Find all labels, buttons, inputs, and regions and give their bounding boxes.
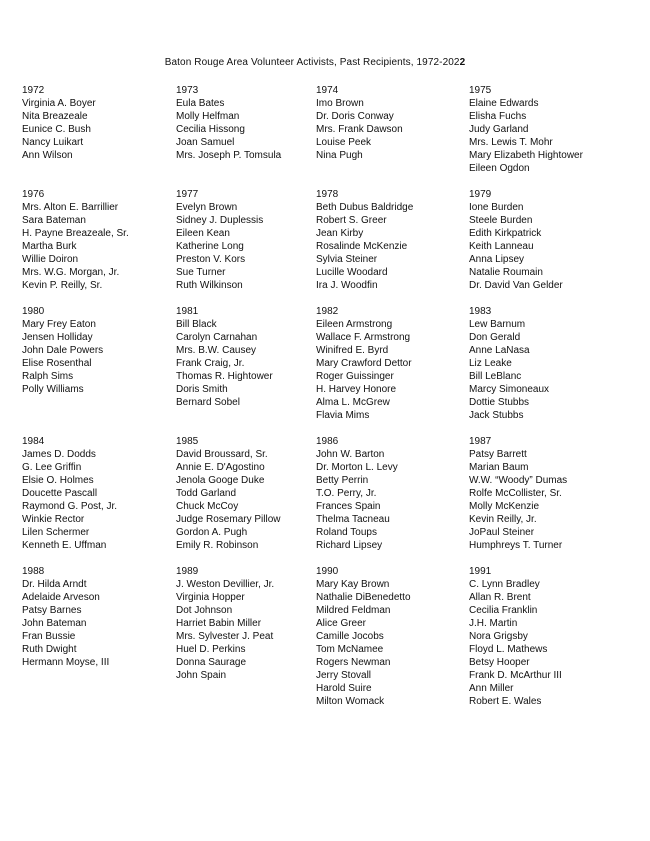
year-block-1986 (316, 435, 398, 552)
recipient-name: Edith Kirkpatrick (469, 228, 542, 239)
year-heading: 1986 (316, 436, 339, 447)
recipient-name: Dottie Stubbs (469, 397, 530, 408)
recipient-name: Jean Kirby (316, 228, 364, 239)
recipient-name: Eileen Kean (176, 228, 230, 239)
year-block-1978 (316, 188, 413, 292)
recipient-name: Mrs. W.G. Morgan, Jr. (22, 267, 120, 278)
recipient-name: Marcy Simoneaux (469, 384, 550, 395)
recipient-name: Ralph Sims (22, 371, 74, 382)
recipient-name: Winkie Rector (22, 514, 85, 525)
recipient-name: Roland Toups (316, 527, 377, 538)
recipient-name: Ione Burden (469, 202, 524, 213)
recipient-name: Camille Jocobs (316, 631, 384, 642)
recipient-name: G. Lee Griffin (22, 462, 82, 473)
recipient-name: Doris Smith (176, 384, 228, 395)
recipient-name: Nathalie DiBenedetto (316, 592, 411, 603)
year-heading: 1985 (176, 436, 199, 447)
year-block-1979 (469, 188, 563, 292)
year-heading: 1987 (469, 436, 492, 447)
recipient-name: Evelyn Brown (176, 202, 238, 213)
recipient-name: Harold Suire (316, 683, 372, 694)
recipient-name: Mrs. Joseph P. Tomsula (176, 150, 282, 161)
recipient-name: Ruth Wilkinson (176, 280, 243, 291)
recipient-name: Lilen Schermer (22, 527, 90, 538)
recipient-name: Joan Samuel (176, 137, 235, 148)
year-block-1977 (176, 188, 263, 292)
recipient-name: Wallace F. Armstrong (316, 332, 411, 343)
recipient-name: Mrs. B.W. Causey (176, 345, 257, 356)
recipient-name: Eileen Ogdon (469, 163, 530, 174)
year-block-1972 (22, 84, 96, 162)
year-heading: 1978 (316, 189, 339, 200)
recipient-name: David Broussard, Sr. (176, 449, 268, 460)
recipient-name: John Spain (176, 670, 227, 681)
year-block-1991 (469, 565, 562, 708)
recipient-name: Sylvia Steiner (316, 254, 378, 265)
recipient-name: Virginia Hopper (176, 592, 245, 603)
recipient-name: Jerry Stovall (316, 670, 372, 681)
recipient-name: Bill Black (176, 319, 217, 330)
recipient-name: Bill LeBlanc (469, 371, 522, 382)
recipient-name: Frank Craig, Jr. (176, 358, 245, 369)
recipient-name: Thelma Tacneau (316, 514, 390, 525)
recipient-name: Richard Lipsey (316, 540, 383, 551)
year-heading: 1979 (469, 189, 492, 200)
recipient-name: Carolyn Carnahan (176, 332, 258, 343)
year-block-1988 (22, 565, 109, 669)
year-block-1980 (22, 305, 103, 396)
recipient-name: Chuck McCoy (176, 501, 239, 512)
recipient-name: Ira J. Woodfin (316, 280, 378, 291)
recipient-name: Sara Bateman (22, 215, 86, 226)
recipient-name: Robert E. Wales (469, 696, 542, 707)
recipient-name: Mary Crawford Dettor (316, 358, 412, 369)
recipient-name: Beth Dubus Baldridge (316, 202, 414, 213)
year-block-1974 (316, 84, 403, 162)
recipient-name: Nina Pugh (316, 150, 363, 161)
recipient-name: Bernard Sobel (176, 397, 240, 408)
recipient-name: Frances Spain (316, 501, 381, 512)
recipient-name: J.H. Martin (469, 618, 518, 629)
recipient-name: Alma L. McGrew (316, 397, 390, 408)
recipient-name: Patsy Barrett (469, 449, 527, 460)
recipient-name: Lucille Woodard (316, 267, 388, 278)
recipient-name: Keith Lanneau (469, 241, 534, 252)
recipient-name: Imo Brown (316, 98, 364, 109)
recipient-name: JoPaul Steiner (469, 527, 535, 538)
recipient-name: Dot Johnson (176, 605, 233, 616)
page-title (0, 57, 630, 68)
recipient-name: Betsy Hooper (469, 657, 530, 668)
recipient-name: Cecilia Franklin (469, 605, 538, 616)
recipient-name: Dr. Hilda Arndt (22, 579, 87, 590)
recipient-name: Todd Garland (176, 488, 237, 499)
recipient-name: Molly McKenzie (469, 501, 540, 512)
recipient-name: Eileen Armstrong (316, 319, 393, 330)
recipient-name: Preston V. Kors (176, 254, 246, 265)
year-heading: 1976 (22, 189, 45, 200)
year-block-1987 (469, 435, 567, 552)
recipient-name: H. Harvey Honore (316, 384, 397, 395)
year-block-1985 (176, 435, 281, 552)
recipient-name: Sue Turner (176, 267, 226, 278)
recipient-name: Flavia Mims (316, 410, 370, 421)
year-block-1976 (22, 188, 129, 292)
page-title-bold-digit: 2 (459, 57, 466, 68)
recipient-name: Doucette Pascall (22, 488, 98, 499)
year-heading: 1980 (22, 306, 45, 317)
recipient-name: Mrs. Frank Dawson (316, 124, 403, 135)
recipient-name: Judy Garland (469, 124, 529, 135)
recipient-name: Katherine Long (176, 241, 244, 252)
recipient-name: W.W. “Woody” Dumas (469, 475, 568, 486)
year-block-1982 (316, 305, 412, 422)
year-block-1990 (316, 565, 411, 708)
recipient-name: Floyd L. Mathews (469, 644, 548, 655)
recipient-name: Adelaide Arveson (22, 592, 100, 603)
year-heading: 1975 (469, 85, 492, 96)
year-heading: 1991 (469, 566, 492, 577)
year-heading: 1981 (176, 306, 199, 317)
recipient-name: Anne LaNasa (469, 345, 530, 356)
recipient-name: Dr. David Van Gelder (469, 280, 563, 291)
recipient-name: Roger Guissinger (316, 371, 394, 382)
recipient-name: Don Gerald (469, 332, 521, 343)
recipient-name: Alice Greer (316, 618, 367, 629)
recipient-name: Robert S. Greer (316, 215, 387, 226)
recipient-name: Ann Miller (469, 683, 514, 694)
year-heading: 1977 (176, 189, 199, 200)
recipient-name: T.O. Perry, Jr. (316, 488, 377, 499)
recipient-name: Milton Womack (316, 696, 385, 707)
recipient-name: Jack Stubbs (469, 410, 524, 421)
year-heading: 1982 (316, 306, 339, 317)
year-heading: 1973 (176, 85, 199, 96)
recipient-name: Rolfe McCollister, Sr. (469, 488, 562, 499)
recipient-name: Hermann Moyse, III (22, 657, 110, 668)
recipient-name: Mary Elizabeth Hightower (469, 150, 583, 161)
year-heading: 1984 (22, 436, 45, 447)
year-heading: 1972 (22, 85, 45, 96)
year-heading: 1989 (176, 566, 199, 577)
recipient-name: Allan R. Brent (469, 592, 531, 603)
recipient-name: Harriet Babin Miller (176, 618, 262, 629)
recipient-name: Lew Barnum (469, 319, 526, 330)
recipient-name: Judge Rosemary Pillow (176, 514, 281, 525)
year-heading: 1974 (316, 85, 339, 96)
recipient-name: Jenola Googe Duke (176, 475, 265, 486)
recipient-name: Mildred Feldman (316, 605, 391, 616)
recipient-name: Virginia A. Boyer (22, 98, 96, 109)
recipient-name: H. Payne Breazeale, Sr. (22, 228, 129, 239)
recipient-name: Rosalinde McKenzie (316, 241, 408, 252)
year-heading: 1983 (469, 306, 492, 317)
recipient-name: Mrs. Lewis T. Mohr (469, 137, 553, 148)
recipient-name: Ann Wilson (22, 150, 73, 161)
recipient-name: Rogers Newman (316, 657, 391, 668)
recipient-name: Mrs. Alton E. Barrillier (22, 202, 119, 213)
recipient-name: Liz Leake (469, 358, 512, 369)
year-block-1975 (469, 84, 583, 175)
recipient-name: Molly Helfman (176, 111, 240, 122)
recipient-name: J. Weston Devillier, Jr. (176, 579, 275, 590)
recipient-name: John Bateman (22, 618, 87, 629)
recipient-name: Anna Lipsey (469, 254, 525, 265)
recipient-name: Willie Doiron (22, 254, 79, 265)
year-heading: 1990 (316, 566, 339, 577)
recipient-name: John W. Barton (316, 449, 385, 460)
year-block-1973 (176, 84, 281, 162)
recipient-name: Eula Bates (176, 98, 225, 109)
recipient-name: John Dale Powers (22, 345, 104, 356)
recipient-name: Nancy Luikart (22, 137, 84, 148)
recipient-name: Elise Rosenthal (22, 358, 92, 369)
recipient-name: Elaine Edwards (469, 98, 539, 109)
recipient-name: Natalie Roumain (469, 267, 543, 278)
recipient-name: Thomas R. Hightower (176, 371, 273, 382)
recipient-name: Tom McNamee (316, 644, 384, 655)
year-block-1984 (22, 435, 117, 552)
recipient-name: Annie E. D'Agostino (176, 462, 265, 473)
recipient-name: Kenneth E. Uffman (22, 540, 107, 551)
recipient-name: Fran Bussie (22, 631, 76, 642)
recipient-name: C. Lynn Bradley (469, 579, 540, 590)
recipient-name: Elisha Fuchs (469, 111, 527, 122)
recipient-name: Winifred E. Byrd (316, 345, 389, 356)
year-block-1989 (176, 565, 274, 682)
recipient-name: Steele Burden (469, 215, 533, 226)
recipient-name: Eunice C. Bush (22, 124, 91, 135)
recipient-name: Kevin Reilly, Jr. (469, 514, 537, 525)
recipient-name: Nita Breazeale (22, 111, 88, 122)
recipient-name: Kevin P. Reilly, Sr. (22, 280, 103, 291)
recipient-name: Elsie O. Holmes (22, 475, 94, 486)
recipient-name: Donna Saurage (176, 657, 247, 668)
recipient-name: Emily R. Robinson (176, 540, 259, 551)
recipient-name: Sidney J. Duplessis (176, 215, 264, 226)
recipient-name: Betty Perrin (316, 475, 369, 486)
recipient-name: Mrs. Sylvester J. Peat (176, 631, 274, 642)
recipient-name: Patsy Barnes (22, 605, 82, 616)
recipient-name: Mary Kay Brown (316, 579, 390, 590)
recipient-name: Gordon A. Pugh (176, 527, 248, 538)
recipient-name: Raymond G. Post, Jr. (22, 501, 118, 512)
page-title-text: Baton Rouge Area Volunteer Activists, Past Recipients, 1972-202 (164, 57, 460, 68)
year-heading: 1988 (22, 566, 45, 577)
recipient-name: James D. Dodds (22, 449, 96, 460)
recipient-name: Ruth Dwight (22, 644, 77, 655)
recipient-name: Humphreys T. Turner (469, 540, 563, 551)
recipient-name: Polly Williams (22, 384, 84, 395)
recipient-name: Jensen Holliday (22, 332, 93, 343)
recipient-name: Marian Baum (469, 462, 529, 473)
recipient-name: Frank D. McArthur III (469, 670, 562, 681)
recipient-name: Nora Grigsby (469, 631, 528, 642)
recipient-name: Mary Frey Eaton (22, 319, 96, 330)
year-block-1983 (469, 305, 549, 422)
recipient-name: Louise Peek (316, 137, 372, 148)
recipient-name: Cecilia Hissong (176, 124, 245, 135)
recipient-name: Huel D. Perkins (176, 644, 246, 655)
recipient-name: Dr. Morton L. Levy (316, 462, 398, 473)
recipient-name: Martha Burk (22, 241, 77, 252)
year-block-1981 (176, 305, 273, 409)
recipient-name: Dr. Doris Conway (316, 111, 394, 122)
